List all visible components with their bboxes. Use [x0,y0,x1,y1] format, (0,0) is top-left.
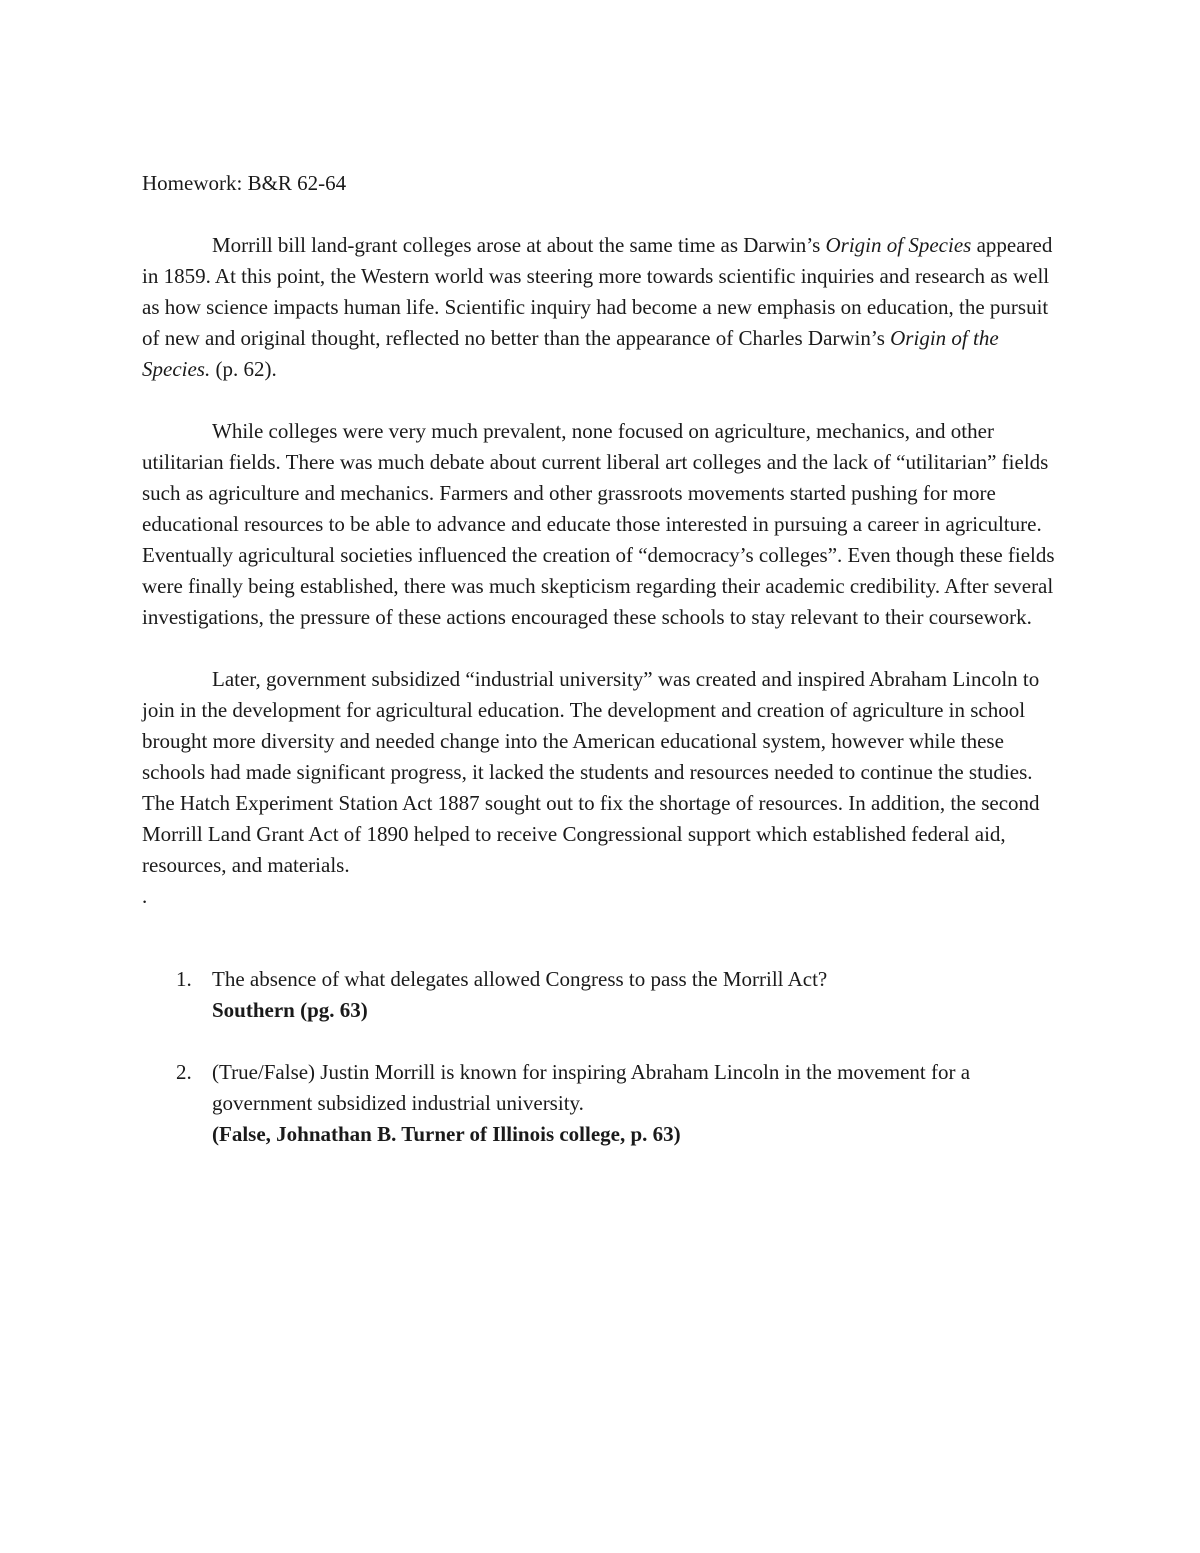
question-number: 2. [176,1060,192,1084]
question-number: 1. [176,967,192,991]
paragraph-text: (p. 62). [210,357,277,381]
paragraph-morrill-darwin [142,230,1067,385]
question-item [142,964,1067,1026]
answer-text: (False, Johnathan B. Turner of Illinois college, p. 63) [212,1122,681,1146]
book-title: Origin of the Species. [142,326,999,381]
question-list [142,964,1067,1150]
stray-period: . [142,884,148,908]
question-item [142,1057,1067,1150]
document-body [142,168,1067,1181]
answer-text: Southern (pg. 63) [212,998,368,1022]
question-text: (True/False) Justin Morrill is known for inspiring Abraham Lincoln in the movement for a government subsidized industrial university. [212,1060,971,1115]
paragraph-industrial-university: Later, government subsidized “industrial university” was created and inspired Abraham Lincoln to join in the development for agricultural education. The development and creation of agriculture in school brought more diversity and needed change into the American educational system, however while these schools had made significant progress, it lacked the students and resources needed to continue the studies. The Hatch Experiment Station Act 1887 sought out to fix the shortage of resources. In addition, the second Morrill Land Grant Act of 1890 helped to receive Congressional support which established federal aid, resources, and materials. [142,667,1040,877]
paragraph-utilitarian-fields: While colleges were very much prevalent, none focused on agriculture, mechanics, and other utilitarian fields. There was much debate about current liberal art colleges and the lack of “utilitarian” fields such as agriculture and mechanics. Farmers and other grassroots movements started pushing for more educational resources to be able to advance and educate those interested in pursuing a career in agriculture. Eventually agricultural societies influenced the creation of “democracy’s colleges”. Even though these fields were finally being established, there was much skepticism regarding their academic credibility. After several investigations, the pressure of these actions encouraged these schools to stay relevant to their coursework. [142,419,1055,629]
question-text: The absence of what delegates allowed Congress to pass the Morrill Act? [212,967,828,991]
book-title: Origin of Species [825,233,972,257]
paragraph-text: Morrill bill land-grant colleges arose at about the same time as Darwin’s [212,233,826,257]
homework-heading: Homework: B&R 62-64 [142,171,347,195]
paragraph-text: appeared in 1859. At this point, the Western world was steering more towards scientific inquiries and research as well as how science impacts human life. Scientific inquiry had become a new emphasis on education, the pursuit of new and original thought, reflected no better than the appearance of Charles Darwin’s [142,233,1053,350]
